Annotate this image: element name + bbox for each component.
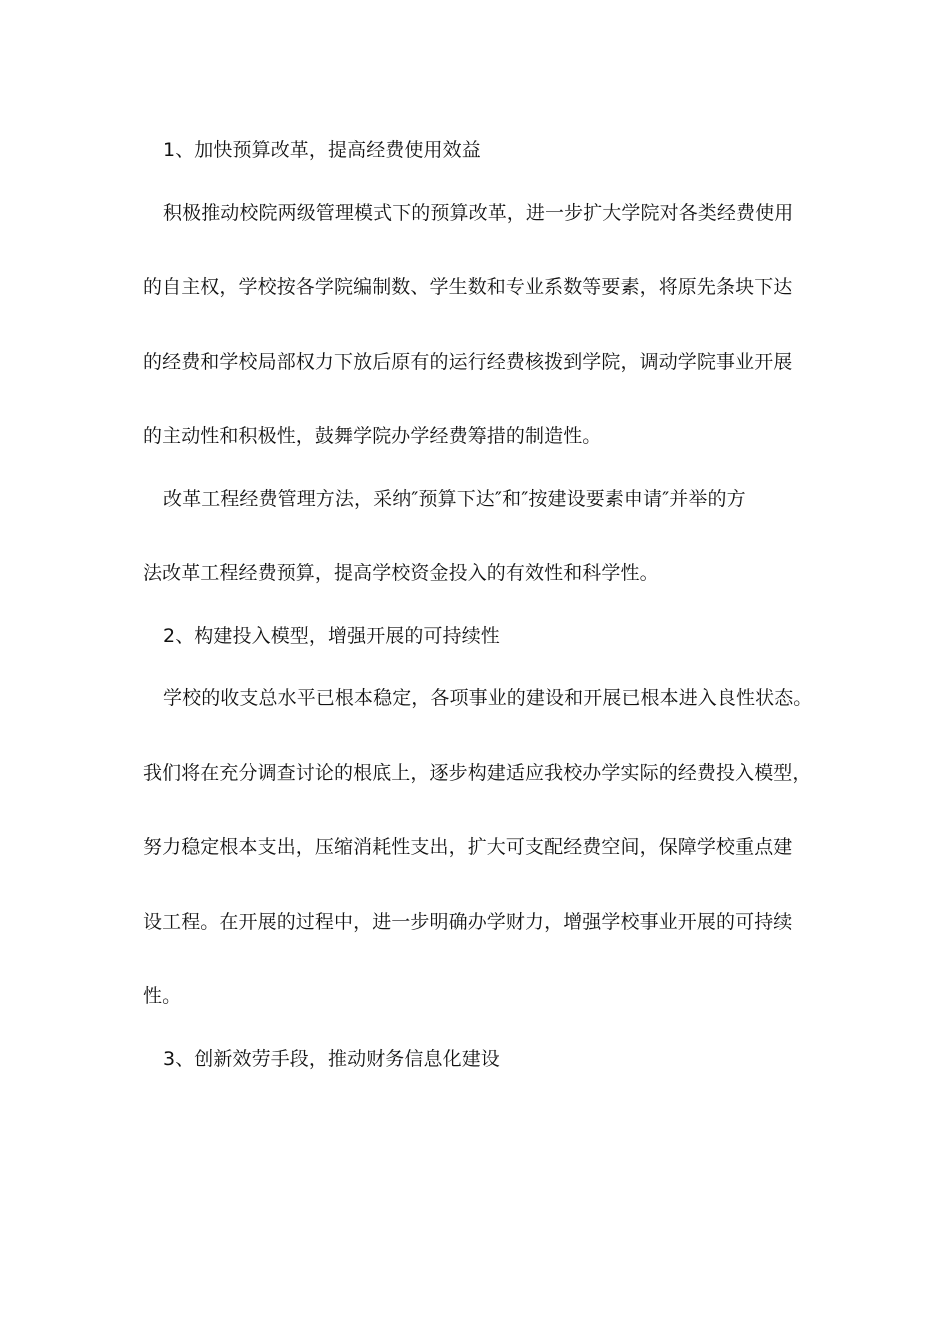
paragraph-line: 努力稳定根本支出，压缩消耗性支出，扩大可支配经费空间，保障学校重点建 [143, 836, 793, 858]
section-heading-1: 1、加快预算改革，提高经费使用效益 [163, 139, 481, 161]
paragraph-line: 法改革工程经费预算，提高学校资金投入的有效性和科学性。 [143, 562, 659, 584]
paragraph-line: 改革工程经费管理方法，采纳″预算下达″和″按建设要素申请″并举的方 [163, 488, 746, 510]
paragraph-line: 的主动性和积极性，鼓舞学院办学经费筹措的制造性。 [143, 425, 602, 447]
paragraph-line: 性。 [143, 985, 182, 1007]
paragraph-line: 我们将在充分调查讨论的根底上，逐步构建适应我校办学实际的经费投入模型， [143, 762, 812, 784]
paragraph-line: 设工程。在开展的过程中，进一步明确办学财力，增强学校事业开展的可持续 [143, 911, 793, 933]
paragraph-line: 的自主权，学校按各学院编制数、学生数和专业系数等要素，将原先条块下达 [143, 276, 793, 298]
section-heading-3: 3、创新效劳手段，推动财务信息化建设 [163, 1048, 500, 1070]
paragraph-line: 学校的收支总水平已根本稳定，各项事业的建设和开展已根本进入良性状态。 [163, 687, 813, 709]
paragraph-line: 的经费和学校局部权力下放后原有的运行经费核拨到学院，调动学院事业开展 [143, 351, 793, 373]
section-heading-2: 2、构建投入模型，增强开展的可持续性 [163, 625, 500, 647]
paragraph-line: 积极推动校院两级管理模式下的预算改革，进一步扩大学院对各类经费使用 [163, 202, 794, 224]
